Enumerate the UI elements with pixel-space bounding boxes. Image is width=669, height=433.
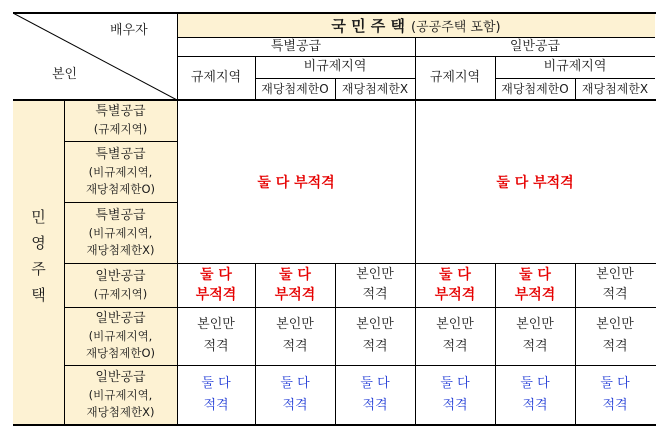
row-sub: (규제지역) <box>93 286 148 301</box>
header-rewin-o-right: 재당첨제한O <box>501 82 569 96</box>
cell: 둘 다 적격 <box>280 376 310 413</box>
self-label: 본인 <box>52 67 78 82</box>
line-h <box>64 263 656 264</box>
cell: 둘 다 적격 <box>201 376 231 413</box>
header-rewin-o-left: 재당첨제한O <box>261 82 329 96</box>
header-nonregulated-left: 비규제지역 <box>303 59 367 74</box>
row-title: 특별공급 <box>95 207 146 223</box>
cell: 본인만 적격 <box>356 317 394 354</box>
cell: 둘 다 부적격 <box>434 267 476 303</box>
header-special-supply: 특별공급 <box>270 38 322 54</box>
border-top <box>13 12 656 14</box>
line-h <box>64 307 656 308</box>
merged-cell-special: 둘 다 부적격 <box>257 174 335 191</box>
line-v-header <box>177 13 178 425</box>
line-v-mid <box>415 37 416 425</box>
national-title-main: 국 민 주 택 <box>331 16 405 35</box>
row-sub: (비규제지역, 재당첨제한X) <box>86 388 155 419</box>
header-rewin-x-left: 재당첨제한X <box>341 82 409 96</box>
row-title: 특별공급 <box>95 104 146 119</box>
merged-cell-general: 둘 다 부적격 <box>496 174 574 191</box>
spouse-label: 배우자 <box>110 23 148 38</box>
cell: 둘 다 부적격 <box>274 267 316 303</box>
line-v <box>335 78 336 100</box>
cell: 둘 다 적격 <box>360 376 390 413</box>
row-sub: (비규제지역, 재당첨제한X) <box>86 225 155 257</box>
national-title-note: (공공주택 포함) <box>411 19 501 35</box>
header-nonregulated-right: 비규제지역 <box>543 59 607 74</box>
line-v <box>335 263 336 425</box>
row-title: 특별공급 <box>95 146 146 162</box>
header-regulated-right: 규제지역 <box>429 70 481 85</box>
cell: 본인만 적격 <box>356 267 394 302</box>
row-sub: (비규제지역, 재당첨제한O) <box>85 164 156 196</box>
side-label-private-housing <box>13 203 64 307</box>
cell: 둘 다 적격 <box>440 376 470 413</box>
row-header <box>64 100 177 141</box>
line-v <box>495 56 496 100</box>
line-v <box>495 263 496 425</box>
row-header <box>64 365 177 425</box>
line-v <box>575 263 576 425</box>
side-char: 민 <box>31 207 46 226</box>
row-sub: (비규제지역, 재당첨제한O) <box>85 329 156 360</box>
cell: 본인만 적격 <box>276 317 314 354</box>
cell: 둘 다 부적격 <box>514 267 556 303</box>
header-rewin-x-right: 재당첨제한X <box>581 82 649 96</box>
line-v-side <box>64 100 65 425</box>
national-housing-title <box>177 13 655 37</box>
row-header <box>64 307 177 365</box>
cell: 둘 다 적격 <box>600 376 630 413</box>
cell: 본인만 적격 <box>516 317 554 354</box>
row-title: 일반공급 <box>95 370 146 385</box>
line-h <box>64 202 177 203</box>
row-title: 일반공급 <box>95 311 146 326</box>
line-h <box>64 365 656 366</box>
header-regulated-left: 규제지역 <box>190 70 242 85</box>
header-general-supply: 일반공급 <box>509 38 561 54</box>
line-v <box>255 56 256 100</box>
row-sub: (규제지역) <box>93 122 148 136</box>
cell: 본인만 적격 <box>197 317 235 354</box>
side-char: 택 <box>31 285 46 304</box>
row-header <box>64 202 177 263</box>
row-header <box>64 263 177 307</box>
row-header <box>64 141 177 202</box>
row-title: 일반공급 <box>95 268 146 284</box>
line-h <box>177 37 655 38</box>
cell: 본인만 적격 <box>596 317 634 354</box>
cell: 둘 다 적격 <box>520 376 550 413</box>
cell: 본인만 적격 <box>596 267 634 302</box>
side-char: 영 <box>31 233 46 252</box>
line-v <box>255 263 256 425</box>
line-h <box>64 141 177 142</box>
side-char: 주 <box>31 259 46 278</box>
cell: 둘 다 부적격 <box>195 267 237 303</box>
cell: 본인만 적격 <box>436 317 474 354</box>
line-v <box>575 78 576 100</box>
line-h <box>177 56 655 57</box>
